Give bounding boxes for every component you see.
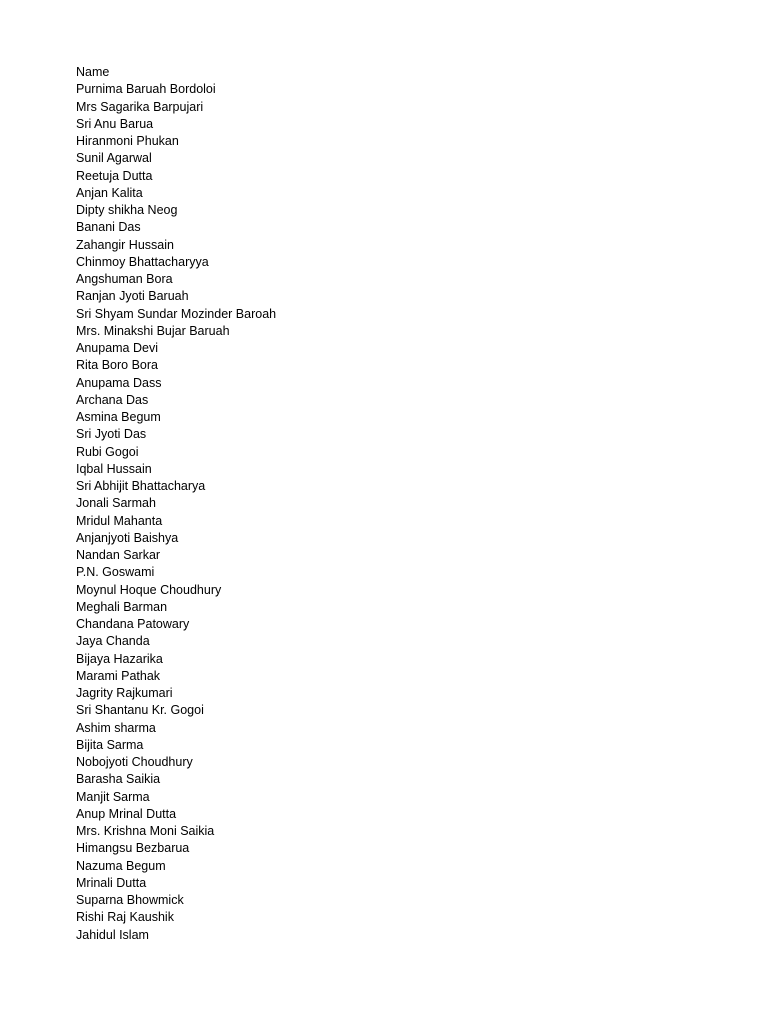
name-row: Archana Das bbox=[76, 392, 149, 407]
name-row: Jonali Sarmah bbox=[76, 496, 156, 511]
name-row: Ashim sharma bbox=[76, 720, 156, 735]
name-row: Hiranmoni Phukan bbox=[76, 134, 179, 148]
name-row: Moynul Hoque Choudhury bbox=[76, 582, 222, 597]
name-row: Rita Boro Bora bbox=[76, 358, 158, 373]
name-row: Mridul Mahanta bbox=[76, 513, 163, 528]
name-row: Ranjan Jyoti Baruah bbox=[76, 289, 189, 304]
name-row: Rishi Raj Kaushik bbox=[76, 910, 174, 925]
name-row: Purnima Baruah Bordoloi bbox=[76, 82, 216, 97]
name-row: Sri Anu Barua bbox=[76, 116, 154, 131]
column-header: Name bbox=[76, 65, 110, 79]
name-row: Sri Shantanu Kr. Gogoi bbox=[76, 703, 204, 718]
name-row: Banani Das bbox=[76, 220, 141, 235]
name-row: Manjit Sarma bbox=[76, 789, 150, 804]
name-column bbox=[76, 64, 276, 944]
name-row: Anjanjyoti Baishya bbox=[76, 530, 179, 545]
name-row: Mrs. Krishna Moni Saikia bbox=[76, 824, 215, 838]
name-row: Zahangir Hussain bbox=[76, 237, 174, 252]
name-row: Dipty shikha Neog bbox=[76, 203, 178, 217]
name-row: Nobojyoti Choudhury bbox=[76, 755, 193, 769]
name-row: Jaya Chanda bbox=[76, 634, 150, 649]
name-row: Sri Jyoti Das bbox=[76, 427, 147, 442]
name-row: Nandan Sarkar bbox=[76, 548, 161, 562]
name-row: Nazuma Begum bbox=[76, 858, 166, 873]
name-row: Bijaya Hazarika bbox=[76, 651, 163, 666]
name-row: Angshuman Bora bbox=[76, 272, 173, 286]
name-row: Anjan Kalita bbox=[76, 185, 143, 200]
name-row: Mrs. Minakshi Bujar Baruah bbox=[76, 323, 230, 338]
name-row: Himangsu Bezbarua bbox=[76, 841, 190, 856]
name-row: Chandana Patowary bbox=[76, 617, 190, 631]
name-row: Sri Abhijit Bhattacharya bbox=[76, 479, 206, 493]
name-row: Sunil Agarwal bbox=[76, 151, 152, 166]
name-row: Mrs Sagarika Barpujari bbox=[76, 99, 204, 114]
name-row: Barasha Saikia bbox=[76, 772, 161, 787]
name-row: Iqbal Hussain bbox=[76, 461, 152, 476]
name-row: Meghali Barman bbox=[76, 599, 168, 614]
name-row: Suparna Bhowmick bbox=[76, 893, 184, 907]
name-row: Mrinali Dutta bbox=[76, 875, 147, 890]
name-row: Anupama Devi bbox=[76, 341, 158, 355]
name-row: Marami Pathak bbox=[76, 668, 161, 683]
name-row: Anup Mrinal Dutta bbox=[76, 806, 177, 821]
name-row: P.N. Goswami bbox=[76, 565, 155, 580]
name-row: Jahidul Islam bbox=[76, 927, 149, 942]
name-row: Chinmoy Bhattacharyya bbox=[76, 254, 209, 269]
name-row: Sri Shyam Sundar Mozinder Baroah bbox=[76, 306, 277, 321]
name-row: Rubi Gogoi bbox=[76, 444, 139, 459]
name-row: Asmina Begum bbox=[76, 410, 161, 424]
name-row: Bijita Sarma bbox=[76, 737, 144, 752]
name-row: Jagrity Rajkumari bbox=[76, 686, 173, 700]
name-row: Anupama Dass bbox=[76, 375, 162, 390]
name-row: Reetuja Dutta bbox=[76, 168, 153, 183]
